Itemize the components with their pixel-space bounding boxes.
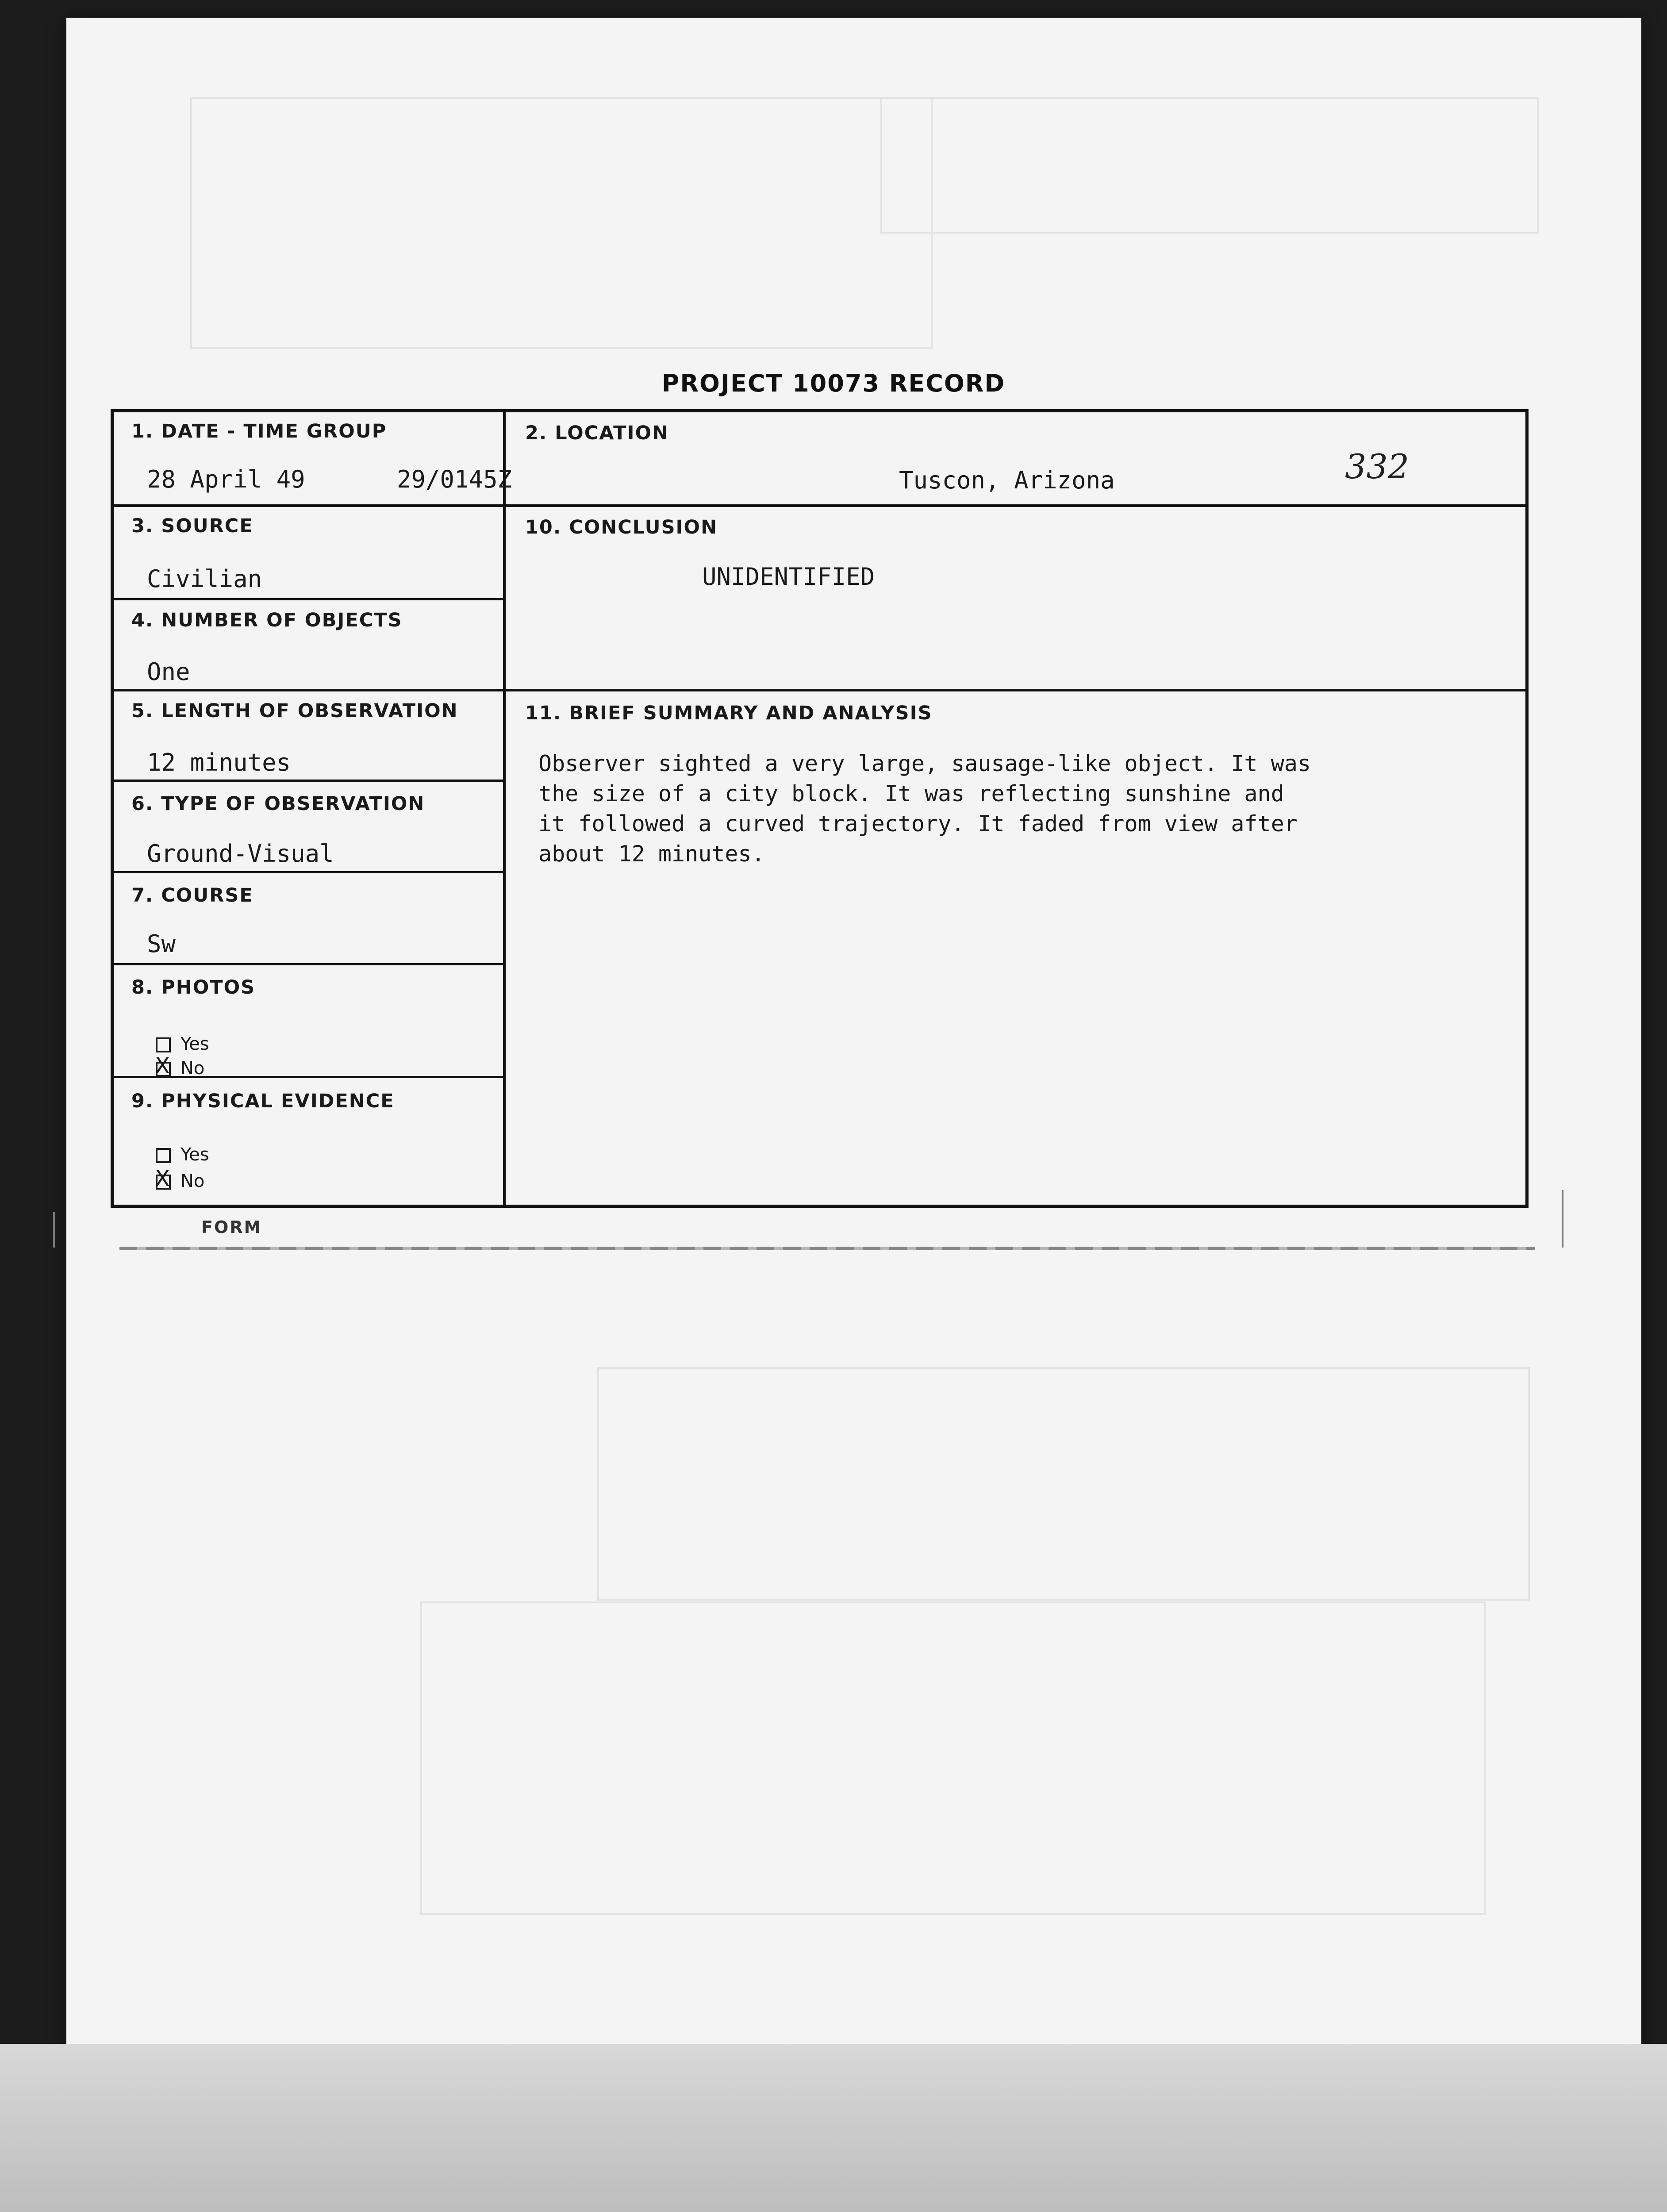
form-footer-label: FORM bbox=[201, 1217, 262, 1237]
ghost-box bbox=[190, 97, 933, 349]
source-label: 3. SOURCE bbox=[131, 515, 254, 537]
row-divider bbox=[114, 963, 503, 965]
row-divider bbox=[114, 504, 1525, 507]
photos-no-label: No bbox=[181, 1058, 205, 1079]
ghost-box bbox=[420, 1601, 1486, 1915]
photos-yes-option[interactable] bbox=[156, 1034, 209, 1054]
conclusion-value: UNIDENTIFIED bbox=[702, 563, 875, 591]
record-form bbox=[111, 409, 1529, 1208]
physical-evidence-no-label: No bbox=[181, 1171, 205, 1191]
scan-bottom-edge bbox=[0, 2044, 1667, 2212]
date-value: 28 April 49 bbox=[147, 465, 305, 493]
photos-label: 8. PHOTOS bbox=[131, 976, 256, 998]
physical-evidence-no-option[interactable] bbox=[156, 1171, 204, 1191]
photos-yes-label: Yes bbox=[181, 1034, 209, 1054]
ghost-box bbox=[597, 1367, 1530, 1601]
row-divider bbox=[114, 871, 503, 873]
physical-evidence-label: 9. PHYSICAL EVIDENCE bbox=[131, 1090, 395, 1112]
date-time-label: 1. DATE - TIME GROUP bbox=[131, 420, 387, 442]
form-footer-rule bbox=[119, 1247, 1535, 1250]
course-value: Sw bbox=[147, 930, 176, 958]
row-divider bbox=[114, 689, 1525, 691]
location-label: 2. LOCATION bbox=[525, 422, 669, 444]
course-label: 7. COURSE bbox=[131, 884, 254, 906]
photos-no-option[interactable] bbox=[156, 1058, 204, 1079]
physical-evidence-yes-option[interactable] bbox=[156, 1144, 209, 1165]
type-of-observation-label: 6. TYPE OF OBSERVATION bbox=[131, 793, 425, 815]
physical-evidence-no-checkbox[interactable] bbox=[156, 1175, 171, 1190]
photos-no-checkbox[interactable] bbox=[156, 1062, 171, 1077]
number-of-objects-label: 4. NUMBER OF OBJECTS bbox=[131, 609, 403, 631]
summary-label: 11. BRIEF SUMMARY AND ANALYSIS bbox=[525, 702, 933, 724]
photos-yes-checkbox[interactable] bbox=[156, 1037, 171, 1052]
length-of-observation-label: 5. LENGTH OF OBSERVATION bbox=[131, 700, 458, 722]
page-edge-mark bbox=[53, 1212, 55, 1248]
conclusion-label: 10. CONCLUSION bbox=[525, 516, 718, 538]
source-value: Civilian bbox=[147, 565, 262, 593]
ghost-box bbox=[880, 97, 1539, 234]
type-of-observation-value: Ground-Visual bbox=[147, 840, 334, 868]
physical-evidence-yes-label: Yes bbox=[181, 1144, 209, 1165]
number-of-objects-value: One bbox=[147, 658, 190, 686]
row-divider bbox=[114, 780, 503, 782]
location-value: Tuscon, Arizona bbox=[899, 466, 1115, 494]
time-value: 29/0145Z bbox=[397, 465, 512, 493]
page-edge-mark bbox=[1562, 1190, 1563, 1248]
case-number: 332 bbox=[1345, 447, 1410, 486]
summary-text: Observer sighted a very large, sausage-like object. It was the size of a city block. It was reflecting sunshine and it followed a curved trajectory. It faded from view after about 12 minutes. bbox=[538, 751, 1311, 867]
column-divider bbox=[503, 412, 506, 1206]
document-title: PROJECT 10073 RECORD bbox=[661, 369, 1006, 397]
row-divider bbox=[114, 598, 503, 600]
physical-evidence-yes-checkbox[interactable] bbox=[156, 1148, 171, 1163]
length-of-observation-value: 12 minutes bbox=[147, 749, 291, 776]
